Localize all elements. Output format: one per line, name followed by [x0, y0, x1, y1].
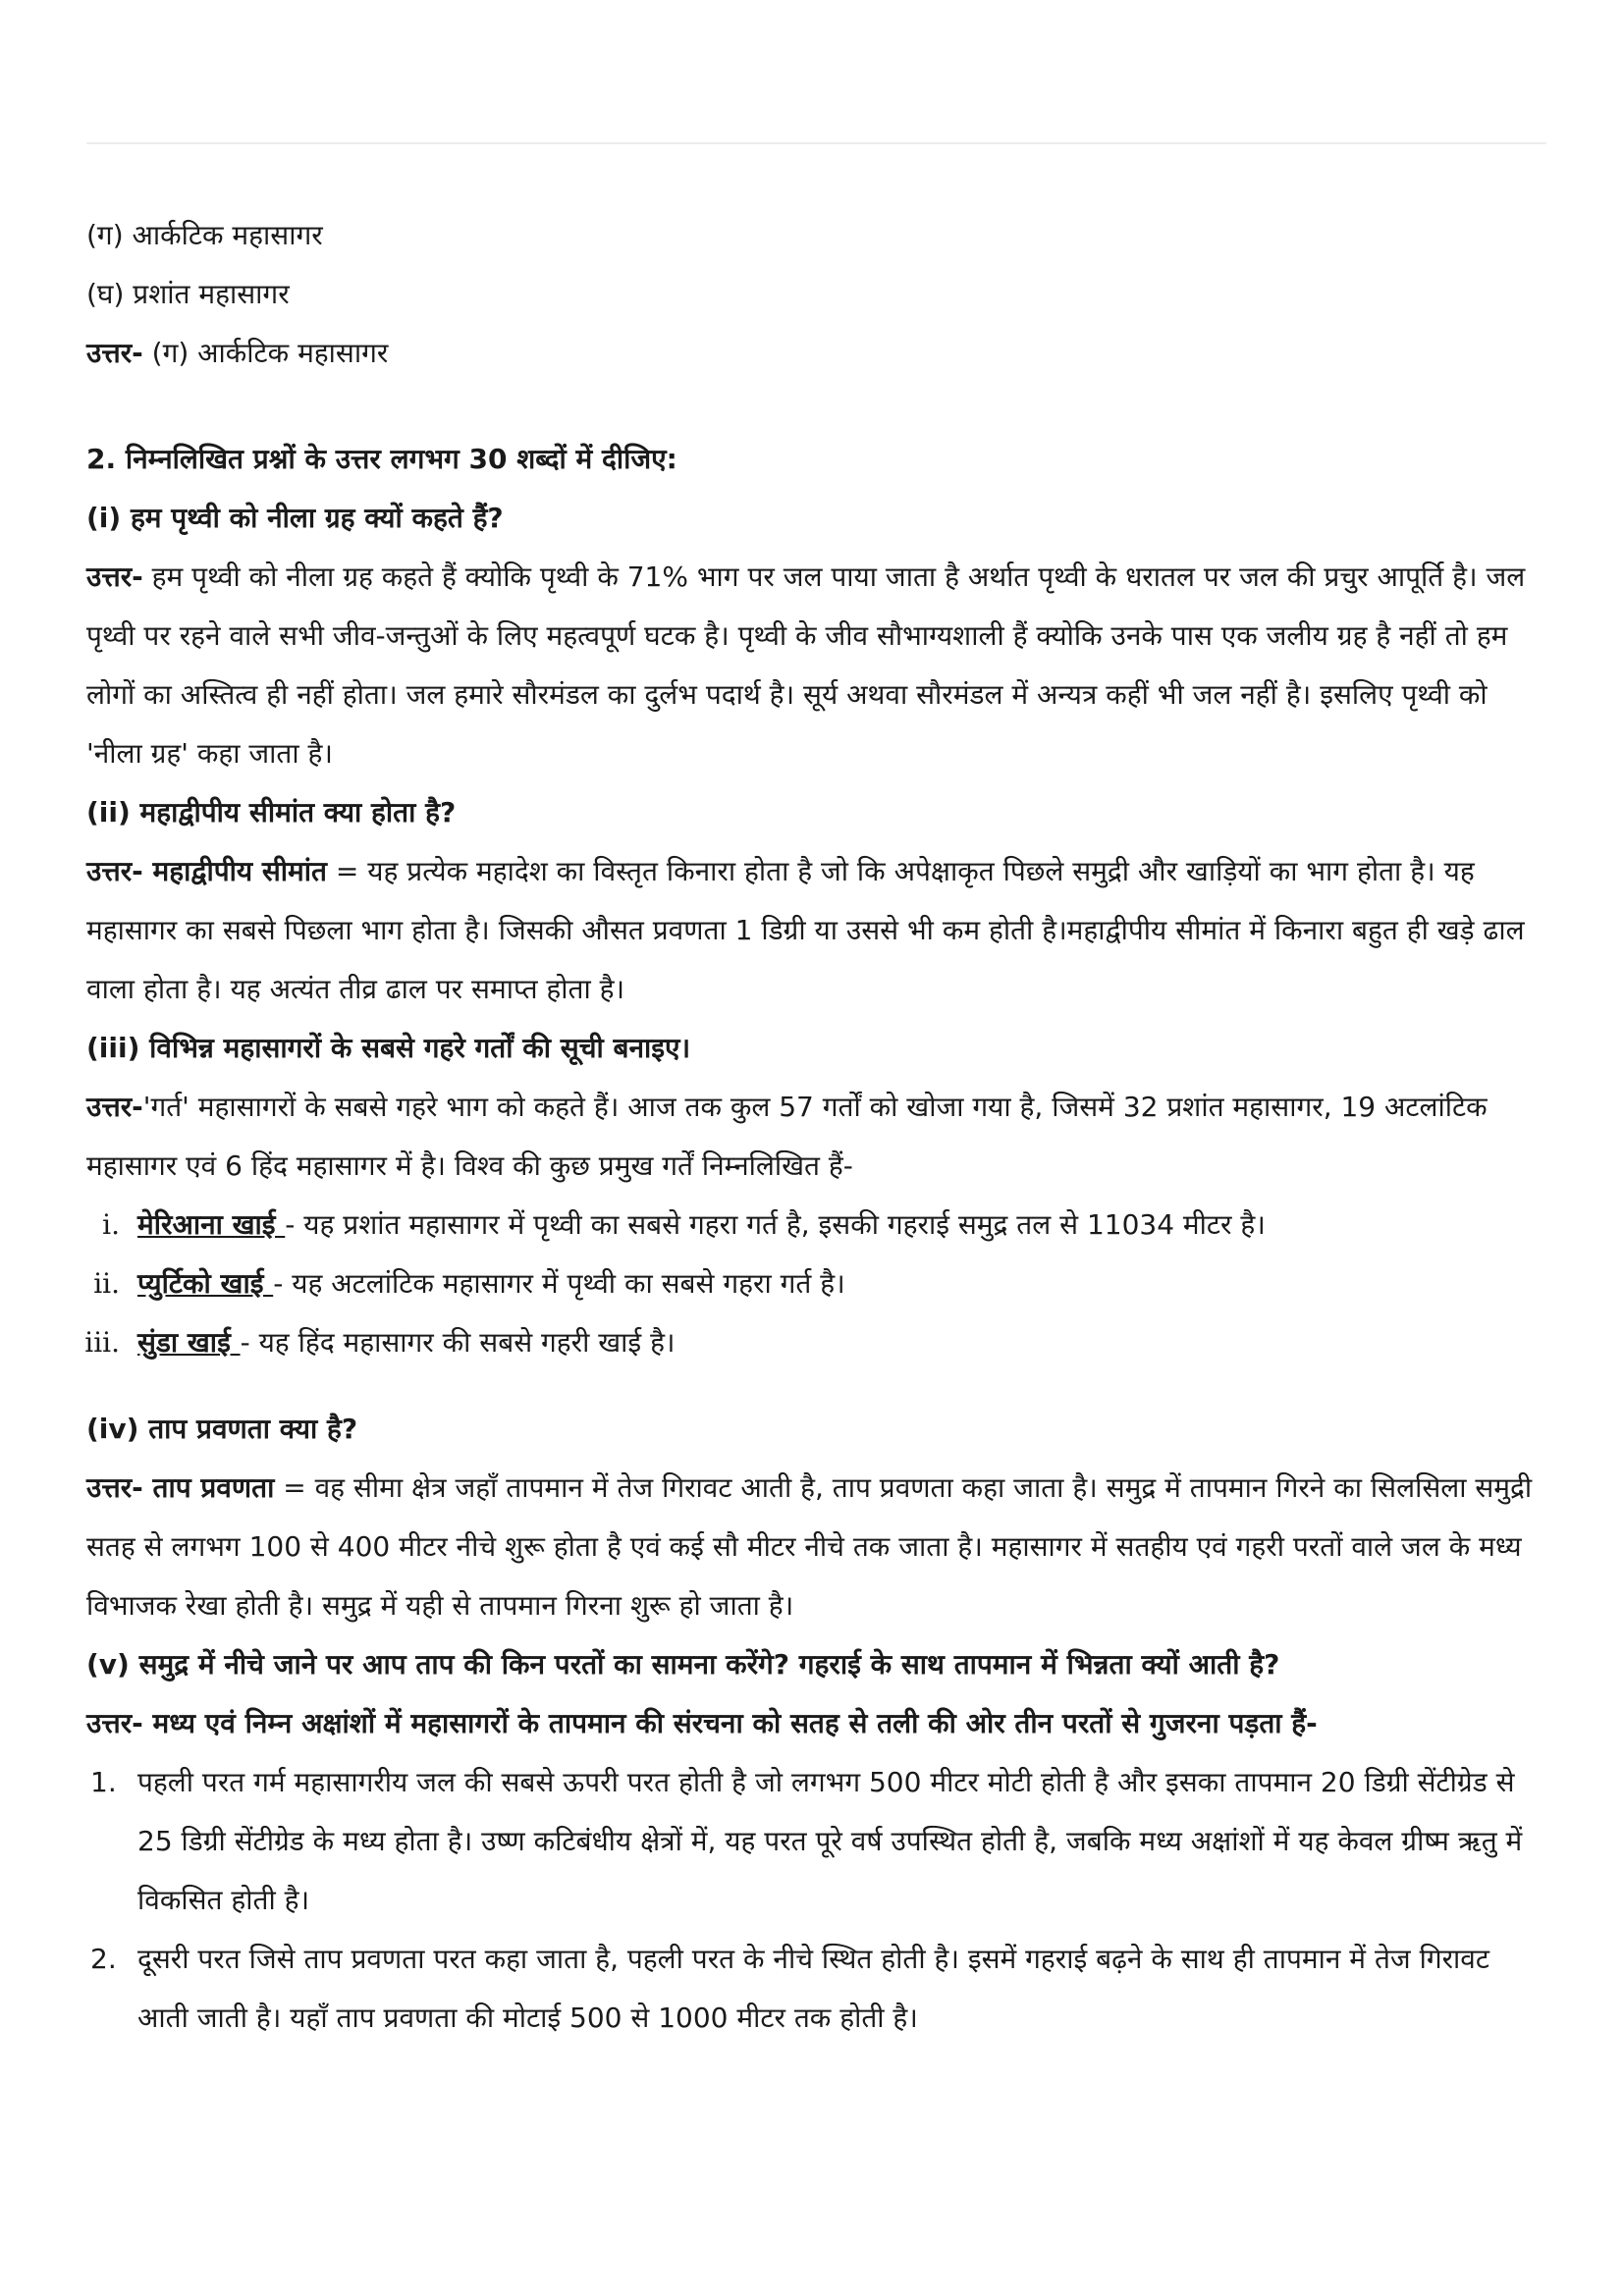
trench-desc: - यह हिंद महासागर की सबसे गहरी खाई है।	[240, 1326, 676, 1359]
list-marker: ii.	[93, 1267, 120, 1300]
option-d: (घ) प्रशांत महासागर	[86, 278, 290, 310]
answer-ii	[86, 842, 1540, 1019]
answer-v-intro: उत्तर- मध्य एवं निम्न अक्षांशों में महासागरों के तापमान की संरचना को सतह से तली की ओर तीन परतों से गुजरना पड़ता हैं-	[86, 1707, 1318, 1739]
list-item	[86, 1196, 1540, 1255]
answer-ii-text: = यह प्रत्येक महादेश का विस्तृत किनारा होता है जो कि अपेक्षाकृत पिछले समुद्री और खाड़ियों का भाग होता है। यह महासागर का सबसे पिछला भाग होता है। जिसकी औसत प्रवणता 1 डिग्री या उससे भी कम होती है।महाद्वीपीय सीमांत में किनारा बहुत ही खड़े ढाल वाला होता है। यह अत्यंत तीव्र ढाल पर समाप्त होता है।	[86, 855, 1525, 1005]
document-page	[86, 206, 1540, 2048]
answer-iii-text: 'गर्त' महासागरों के सबसे गहरे भाग को कहते हैं। आज तक कुल 57 गर्तों को खोजा गया है, जिसमें 32 प्रशांत महासागर, 19 अटलांटिक महासागर एवं 6 हिंद महासागर में है। विश्व की कुछ प्रमुख गर्तें निम्नलिखित हैं-	[86, 1091, 1488, 1182]
list-item	[86, 1930, 1540, 2048]
question-v: (v) समुद्र में नीचे जाने पर आप ताप की किन परतों का सामना करेंगे? गहराई के साथ तापमान में भिन्नता क्यों आती है?	[86, 1648, 1280, 1681]
layer-list	[86, 1753, 1540, 2048]
trench-desc: - यह अटलांटिक महासागर में पृथ्वी का सबसे गहरा गर्त है।	[273, 1267, 845, 1300]
answer-text: (ग) आर्कटिक महासागर	[142, 337, 389, 369]
list-marker: 2.	[90, 1943, 117, 1975]
answer-q1	[86, 324, 1540, 383]
layer-text: दूसरी परत जिसे ताप प्रवणता परत कहा जाता है, पहली परत के नीचे स्थित होती है। इसमें गहराई बढ़ने के साथ ही तापमान में तेज गिरावट आती जाती है। यहाँ ताप प्रवणता की मोटाई 500 से 1000 मीटर तक होती है।	[137, 1943, 1489, 2034]
question-iv: (iv) ताप प्रवणता क्या है?	[86, 1413, 358, 1445]
answer-iii	[86, 1078, 1540, 1196]
section-heading: 2. निम्नलिखित प्रश्नों के उत्तर लगभग 30 शब्दों में दीजिए:	[86, 443, 677, 475]
question-iii: (iii) विभिन्न महासागरों के सबसे गहरे गर्तों की सूची बनाइए।	[86, 1032, 691, 1064]
answer-i	[86, 548, 1540, 783]
trench-name: प्युर्टिको खाई	[137, 1267, 274, 1300]
answer-iv-label: उत्तर- ताप प्रवणता	[86, 1471, 275, 1504]
answer-i-label: उत्तर-	[86, 561, 143, 593]
question-i: (i) हम पृथ्वी को नीला ग्रह क्यों कहते हैं?	[86, 502, 504, 534]
option-c: (ग) आर्कटिक महासागर	[86, 219, 323, 251]
answer-i-text: हम पृथ्वी को नीला ग्रह कहते हैं क्योकि पृथ्वी के 71% भाग पर जल पाया जाता है अर्थात पृथ्वी के धरातल पर जल की प्रचुर आपूर्ति है। जल पृथ्वी पर रहने वाले सभी जीव-जन्तुओं के लिए महत्वपूर्ण घटक है। पृथ्वी के जीव सौभाग्यशाली हैं क्योकि उनके पास एक जलीय ग्रह है नहीं तो हम लोगों का अस्तित्व ही नहीं होता। जल हमारे सौरमंडल का दुर्लभ पदार्थ है। सूर्य अथवा सौरमंडल में अन्यत्र कहीं भी जल नहीं है। इसलिए पृथ्वी को 'नीला ग्रह' कहा जाता है।	[86, 561, 1526, 770]
trench-desc: - यह प्रशांत महासागर में पृथ्वी का सबसे गहरा गर्त है, इसकी गहराई समुद्र तल से 11034 मीटर है।	[285, 1208, 1266, 1241]
answer-iii-label: उत्तर-	[86, 1091, 143, 1123]
answer-iv	[86, 1459, 1540, 1635]
list-marker: iii.	[84, 1326, 120, 1359]
top-divider	[86, 142, 1546, 144]
list-marker: i.	[102, 1208, 120, 1241]
answer-label: उत्तर-	[86, 337, 143, 369]
list-marker: 1.	[90, 1766, 117, 1798]
trench-list	[86, 1196, 1540, 1372]
list-item	[86, 1313, 1540, 1372]
list-item	[86, 1753, 1540, 1930]
trench-name: सुंडा खाई	[137, 1326, 241, 1359]
list-item	[86, 1255, 1540, 1313]
trench-name: मेरिआना खाई	[137, 1208, 286, 1241]
layer-text: पहली परत गर्म महासागरीय जल की सबसे ऊपरी परत होती है जो लगभग 500 मीटर मोटी होती है और इसका तापमान 20 डिग्री सेंटीग्रेड से 25 डिग्री सेंटीग्रेड के मध्य होता है। उष्ण कटिबंधीय क्षेत्रों में, यह परत पूरे वर्ष उपस्थित होती है, जबकि मध्य अक्षांशों में यह केवल ग्रीष्म ऋतु में विकसित होती है।	[137, 1766, 1523, 1916]
question-ii: (ii) महाद्वीपीय सीमांत क्या होता है?	[86, 796, 457, 828]
answer-iv-text: = वह सीमा क्षेत्र जहाँ तापमान में तेज गिरावट आती है, ताप प्रवणता कहा जाता है। समुद्र में तापमान गिरने का सिलसिला समुद्री सतह से लगभग 100 से 400 मीटर नीचे शुरू होता है एवं कई सौ मीटर नीचे तक जाता है। महासागर में सतहीय एवं गहरी परतों वाले जल के मध्य विभाजक रेखा होती है। समुद्र में यही से तापमान गिरना शुरू हो जाता है।	[86, 1471, 1533, 1622]
answer-ii-label: उत्तर- महाद्वीपीय सीमांत	[86, 855, 328, 887]
